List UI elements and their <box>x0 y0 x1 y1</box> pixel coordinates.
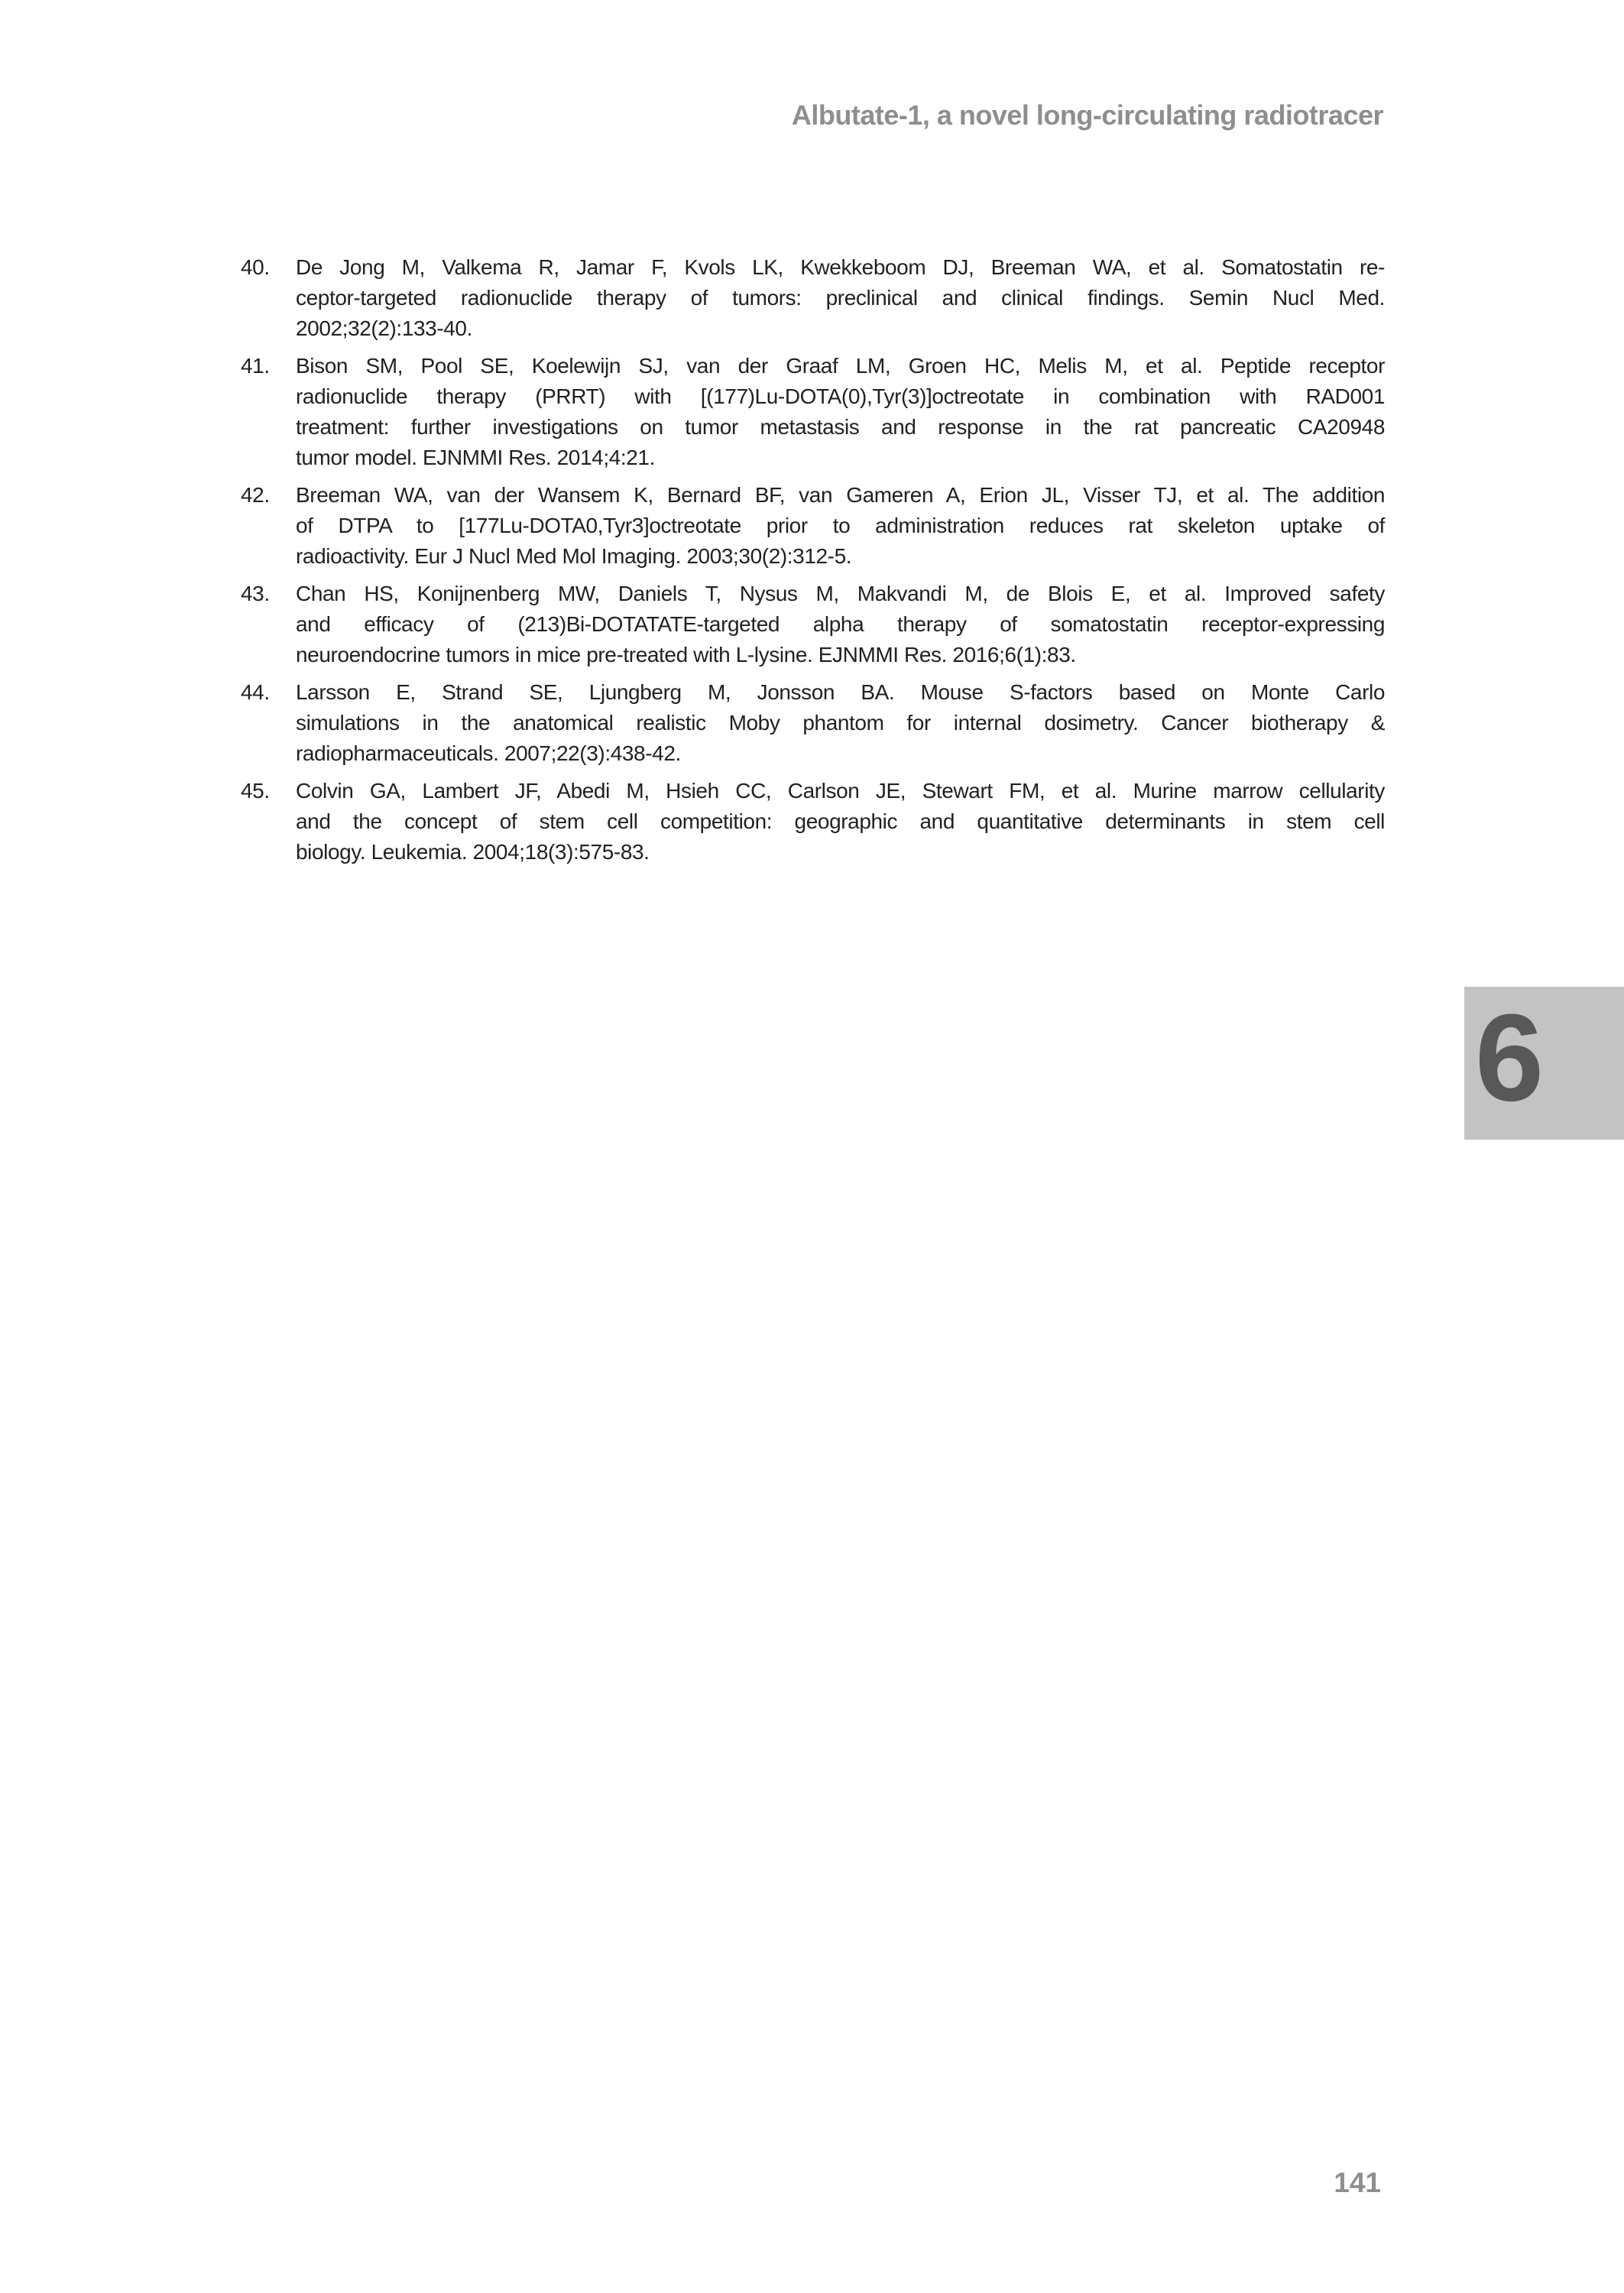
reference-number: 41. <box>241 354 270 378</box>
reference-line: ceptor-targeted radionuclide therapy of tumors: preclinical and clinical findings. Semin Nucl Med. <box>296 286 1385 310</box>
reference-line: De Jong M, Valkema R, Jamar F, Kvols LK, Kwekkeboom DJ, Breeman WA, et al. Somatostatin re- <box>296 255 1385 279</box>
page-number: 141 <box>1334 2167 1381 2198</box>
reference-line: simulations in the anatomical realistic Moby phantom for internal dosimetry. Cancer biotherapy & <box>296 711 1385 735</box>
reference-text <box>296 252 1385 344</box>
reference-line: Colvin GA, Lambert JF, Abedi M, Hsieh CC, Carlson JE, Stewart FM, et al. Murine marrow cellularity <box>296 779 1385 803</box>
reference-line: radionuclide therapy (PRRT) with [(177)Lu-DOTA(0),Tyr(3)]octreotate in combination with RAD001 <box>296 384 1385 408</box>
reference-line: of DTPA to [177Lu-DOTA0,Tyr3]octreotate prior to administration reduces rat skeleton uptake of <box>296 514 1385 537</box>
reference-item <box>241 579 1385 670</box>
chapter-tab <box>1464 987 1624 1140</box>
reference-line: radioactivity. Eur J Nucl Med Mol Imaging. 2003;30(2):312-5. <box>296 544 852 568</box>
reference-line: Larsson E, Strand SE, Ljungberg M, Jonsson BA. Mouse S-factors based on Monte Carlo <box>296 680 1385 704</box>
reference-line: 2002;32(2):133-40. <box>296 316 472 340</box>
reference-line: and efficacy of (213)Bi-DOTATATE-targeted alpha therapy of somatostatin receptor-expressing <box>296 612 1385 636</box>
reference-number: 45. <box>241 779 270 803</box>
reference-line: and the concept of stem cell competition: geographic and quantitative determinants in stem cell <box>296 809 1385 833</box>
reference-line: tumor model. EJNMMI Res. 2014;4:21. <box>296 446 655 469</box>
reference-line: biology. Leukemia. 2004;18(3):575-83. <box>296 840 650 864</box>
reference-line: Breeman WA, van der Wansem K, Bernard BF, van Gameren A, Erion JL, Visser TJ, et al. The addition <box>296 483 1385 507</box>
reference-number: 42. <box>241 483 270 507</box>
reference-text <box>296 677 1385 769</box>
chapter-number: 6 <box>1475 988 1545 1127</box>
reference-item <box>241 252 1385 344</box>
references-list <box>241 252 1385 874</box>
reference-item <box>241 677 1385 769</box>
reference-line: Bison SM, Pool SE, Koelewijn SJ, van der Graaf LM, Groen HC, Melis M, et al. Peptide receptor <box>296 354 1385 378</box>
reference-number: 40. <box>241 255 270 279</box>
reference-item <box>241 351 1385 473</box>
reference-text <box>296 579 1385 670</box>
running-head-title: Albutate-1, a novel long-circulating radiotracer <box>791 99 1383 131</box>
reference-number: 43. <box>241 582 270 605</box>
reference-line: treatment: further investigations on tumor metastasis and response in the rat pancreatic CA20948 <box>296 415 1385 439</box>
reference-line: radiopharmaceuticals. 2007;22(3):438-42. <box>296 741 681 765</box>
reference-item <box>241 480 1385 572</box>
reference-line: Chan HS, Konijnenberg MW, Daniels T, Nysus M, Makvandi M, de Blois E, et al. Improved safety <box>296 582 1385 605</box>
reference-text <box>296 351 1385 473</box>
reference-item <box>241 776 1385 868</box>
reference-text <box>296 480 1385 572</box>
reference-number: 44. <box>241 680 270 704</box>
reference-line: neuroendocrine tumors in mice pre-treated with L-lysine. EJNMMI Res. 2016;6(1):83. <box>296 643 1076 666</box>
reference-text <box>296 776 1385 868</box>
